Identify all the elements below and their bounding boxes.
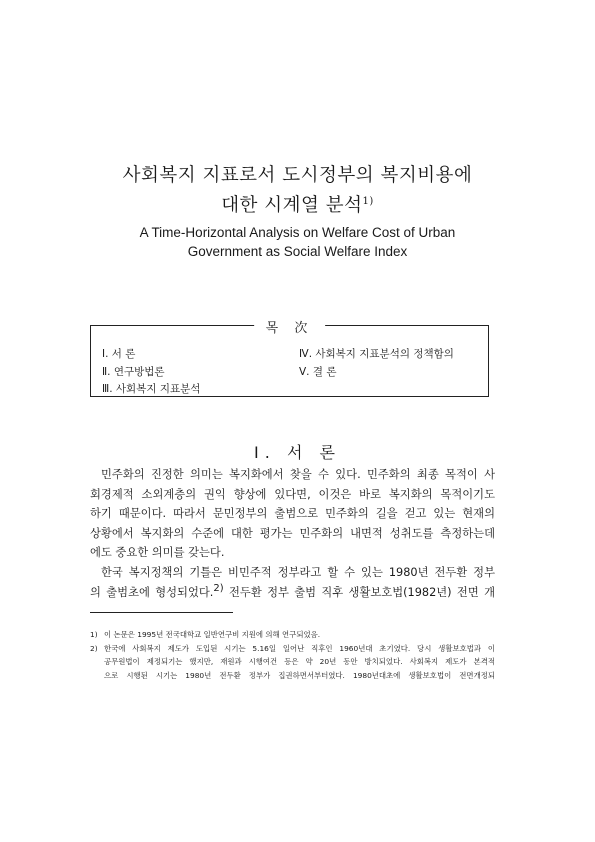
title-korean-line1: 사회복지 지표로서 도시정부의 복지비용에 — [122, 165, 473, 186]
toc-item-index-analysis[interactable]: Ⅲ. 사회복지 지표분석 — [102, 383, 201, 395]
paragraph-line: 상황에서 복지화의 수준에 대한 평가는 민주화의 내면적 성취도를 측정하는데 — [90, 526, 495, 540]
paragraph-line: 에도 중요한 의미를 갖는다. — [90, 546, 225, 560]
footnote-ref-1[interactable]: 1) — [362, 195, 374, 207]
toc-item-introduction[interactable]: Ⅰ. 서 론 — [102, 348, 136, 360]
footnote-line: 으로 시행된 시기는 1980년 전두환 정부가 집권하면서부터였다. 1980년대초에 생활보호법이 전면개정되 — [104, 670, 495, 680]
toc-item-policy-implications[interactable]: Ⅳ. 사회복지 지표분석의 정책함의 — [299, 348, 454, 360]
footnote-line: 공무원법이 제정되기는 했지만, 재원과 시행여건 등은 약 20년 동안 방치되었다. 사회복지 제도가 본격적 — [104, 657, 495, 666]
title-korean-line2 — [0, 191, 595, 217]
title-english-line1: A Time-Horizontal Analysis on Welfare Cost of Urban — [139, 225, 456, 240]
footnote-number: 2) — [90, 643, 98, 653]
toc-title: 목 次 — [254, 317, 326, 336]
footnotes — [90, 628, 495, 682]
body-paragraph-1 — [90, 465, 495, 563]
paragraph-line — [90, 583, 495, 603]
title-korean-line2-text: 대한 시계열 분석 — [221, 195, 363, 216]
paragraph-line-part: 의 출범초에 형성되었다. — [90, 585, 214, 599]
toc-item-conclusion[interactable]: Ⅴ. 결 론 — [299, 366, 337, 378]
footnote-divider — [90, 612, 233, 613]
footnote-ref-2[interactable]: 2) — [213, 582, 224, 594]
paragraph-line-part: 전두환 정부 출범 직후 생활보호법(1982년) 전면 개 — [223, 585, 495, 599]
title-english-line2: Government as Social Welfare Index — [187, 244, 408, 259]
table-of-contents — [90, 321, 489, 397]
body-paragraph-2 — [90, 563, 495, 602]
footnote-1 — [90, 628, 495, 642]
footnote-line: 이 논문은 1995년 전국대학교 일반연구비 지원에 의해 연구되었음. — [104, 630, 321, 639]
paragraph-line: 한국 복지정책의 기틀은 비민주적 정부라고 할 수 있는 1980년 전두환 정부 — [101, 566, 495, 579]
footnote-2 — [90, 642, 495, 683]
footnote-line: 한국에 사회복지 제도가 도입된 시기는 5.16일 일어난 직후인 1960년대 초기였다. 당시 생활보호법과 이 — [104, 643, 495, 653]
toc-item-methodology[interactable]: Ⅱ. 연구방법론 — [102, 366, 165, 378]
paragraph-line: 하기 때문이다. 따라서 문민정부의 출범으로 민주화의 길을 걷고 있는 현재의 — [90, 507, 495, 521]
paragraph-line: 민주화의 진정한 의미는 복지화에서 찾을 수 있다. 민주화의 최종 목적이 사 — [101, 468, 495, 481]
paragraph-line: 회경제적 소외계층의 권익 향상에 있다면, 이것은 바로 복지화의 목적이기도 — [90, 487, 495, 501]
footnote-number: 1) — [90, 630, 98, 639]
section-heading-introduction: Ⅰ. 서 론 — [254, 443, 341, 462]
